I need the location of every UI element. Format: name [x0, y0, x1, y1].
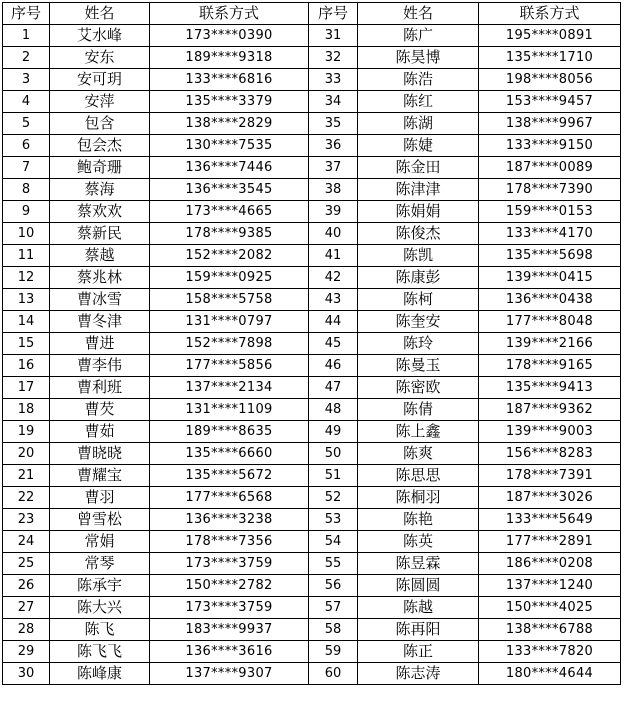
contact-cell-left: 173****3759: [150, 553, 309, 575]
contact-cell-right: 139****9003: [479, 421, 621, 443]
contact-cell-left: 135****6660: [150, 443, 309, 465]
contact-cell-right: 139****0415: [479, 267, 621, 289]
index-cell-left: 16: [3, 355, 50, 377]
index-cell-right: 49: [309, 421, 358, 443]
contact-cell-left: 131****0797: [150, 311, 309, 333]
name-cell-right: 陈婕: [358, 135, 479, 157]
name-cell-right: 陈柯: [358, 289, 479, 311]
contact-cell-left: 150****2782: [150, 575, 309, 597]
name-cell-left: 陈飞: [50, 619, 150, 641]
name-cell-left: 常琴: [50, 553, 150, 575]
contact-cell-right: 177****8048: [479, 311, 621, 333]
contact-cell-left: 137****9307: [150, 663, 309, 685]
contact-cell-left: 136****3238: [150, 509, 309, 531]
table-row: [3, 201, 621, 223]
name-cell-right: 陈越: [358, 597, 479, 619]
table-row: [3, 113, 621, 135]
header-name-left: 姓名: [50, 3, 150, 25]
header-row: [3, 3, 621, 25]
index-cell-right: 50: [309, 443, 358, 465]
index-cell-right: 60: [309, 663, 358, 685]
index-cell-right: 33: [309, 69, 358, 91]
name-cell-left: 蔡新民: [50, 223, 150, 245]
name-cell-left: 包含: [50, 113, 150, 135]
table-row: [3, 91, 621, 113]
contact-cell-right: 153****9457: [479, 91, 621, 113]
table-row: [3, 157, 621, 179]
name-cell-right: 陈金田: [358, 157, 479, 179]
index-cell-left: 19: [3, 421, 50, 443]
table-row: [3, 69, 621, 91]
name-cell-right: 陈玲: [358, 333, 479, 355]
contact-cell-left: 135****5672: [150, 465, 309, 487]
index-cell-right: 52: [309, 487, 358, 509]
table-row: [3, 223, 621, 245]
index-cell-right: 57: [309, 597, 358, 619]
index-cell-left: 30: [3, 663, 50, 685]
name-cell-left: 包会杰: [50, 135, 150, 157]
name-cell-left: 曹芡: [50, 399, 150, 421]
name-cell-right: 陈广: [358, 25, 479, 47]
index-cell-right: 41: [309, 245, 358, 267]
index-cell-right: 56: [309, 575, 358, 597]
table-row: [3, 531, 621, 553]
header-index-left: 序号: [3, 3, 50, 25]
contact-cell-right: 139****2166: [479, 333, 621, 355]
contact-cell-right: 180****4644: [479, 663, 621, 685]
name-cell-left: 安东: [50, 47, 150, 69]
table-row: [3, 135, 621, 157]
table-row: [3, 267, 621, 289]
index-cell-left: 21: [3, 465, 50, 487]
index-cell-left: 4: [3, 91, 50, 113]
index-cell-left: 13: [3, 289, 50, 311]
index-cell-left: 22: [3, 487, 50, 509]
index-cell-right: 40: [309, 223, 358, 245]
name-cell-right: 陈爽: [358, 443, 479, 465]
contact-cell-left: 189****9318: [150, 47, 309, 69]
table-row: [3, 47, 621, 69]
index-cell-right: 32: [309, 47, 358, 69]
index-cell-right: 53: [309, 509, 358, 531]
contact-cell-right: 159****0153: [479, 201, 621, 223]
name-cell-right: 陈昊博: [358, 47, 479, 69]
index-cell-left: 18: [3, 399, 50, 421]
index-cell-left: 17: [3, 377, 50, 399]
name-cell-left: 曹羽: [50, 487, 150, 509]
contact-cell-right: 186****0208: [479, 553, 621, 575]
name-cell-right: 陈红: [358, 91, 479, 113]
header-name-right: 姓名: [358, 3, 479, 25]
name-cell-right: 陈英: [358, 531, 479, 553]
name-cell-left: 蔡越: [50, 245, 150, 267]
contact-cell-left: 173****4665: [150, 201, 309, 223]
table-row: [3, 399, 621, 421]
index-cell-left: 2: [3, 47, 50, 69]
index-cell-left: 9: [3, 201, 50, 223]
name-cell-left: 曹耀宝: [50, 465, 150, 487]
contact-cell-right: 156****8283: [479, 443, 621, 465]
contact-cell-right: 133****5649: [479, 509, 621, 531]
name-cell-right: 陈俊杰: [358, 223, 479, 245]
index-cell-left: 3: [3, 69, 50, 91]
table-row: [3, 641, 621, 663]
index-cell-left: 23: [3, 509, 50, 531]
name-cell-left: 蔡兆林: [50, 267, 150, 289]
index-cell-right: 47: [309, 377, 358, 399]
name-cell-right: 陈津津: [358, 179, 479, 201]
contact-cell-left: 130****7535: [150, 135, 309, 157]
index-cell-right: 51: [309, 465, 358, 487]
name-cell-left: 陈承宇: [50, 575, 150, 597]
contact-cell-left: 183****9937: [150, 619, 309, 641]
index-cell-left: 28: [3, 619, 50, 641]
header-contact-right: 联系方式: [479, 3, 621, 25]
contact-cell-left: 152****2082: [150, 245, 309, 267]
index-cell-left: 7: [3, 157, 50, 179]
name-cell-right: 陈再阳: [358, 619, 479, 641]
index-cell-right: 37: [309, 157, 358, 179]
name-cell-left: 鲍奇珊: [50, 157, 150, 179]
contact-cell-left: 177****6568: [150, 487, 309, 509]
table-row: [3, 597, 621, 619]
name-cell-right: 陈艳: [358, 509, 479, 531]
name-cell-right: 陈密欧: [358, 377, 479, 399]
name-cell-right: 陈娟娟: [358, 201, 479, 223]
contact-cell-left: 131****1109: [150, 399, 309, 421]
index-cell-left: 20: [3, 443, 50, 465]
index-cell-left: 10: [3, 223, 50, 245]
index-cell-right: 44: [309, 311, 358, 333]
contact-cell-right: 177****2891: [479, 531, 621, 553]
contact-cell-right: 133****7820: [479, 641, 621, 663]
index-cell-left: 6: [3, 135, 50, 157]
index-cell-right: 34: [309, 91, 358, 113]
index-cell-left: 29: [3, 641, 50, 663]
index-cell-right: 59: [309, 641, 358, 663]
table-row: [3, 179, 621, 201]
table-row: [3, 619, 621, 641]
contact-cell-left: 136****3616: [150, 641, 309, 663]
contact-cell-right: 138****9967: [479, 113, 621, 135]
index-cell-right: 46: [309, 355, 358, 377]
name-cell-left: 蔡海: [50, 179, 150, 201]
name-cell-left: 安萍: [50, 91, 150, 113]
contact-cell-right: 135****1710: [479, 47, 621, 69]
contact-cell-left: 189****8635: [150, 421, 309, 443]
contact-cell-right: 135****9413: [479, 377, 621, 399]
table-row: [3, 289, 621, 311]
table-row: [3, 553, 621, 575]
index-cell-right: 48: [309, 399, 358, 421]
name-cell-right: 陈昱霖: [358, 553, 479, 575]
contact-cell-left: 173****3759: [150, 597, 309, 619]
contact-roster-table: [2, 2, 621, 685]
name-cell-right: 陈凯: [358, 245, 479, 267]
contact-cell-left: 138****2829: [150, 113, 309, 135]
name-cell-right: 陈康彭: [358, 267, 479, 289]
name-cell-left: 曹茹: [50, 421, 150, 443]
table-row: [3, 311, 621, 333]
table-row: [3, 465, 621, 487]
name-cell-left: 艾水峰: [50, 25, 150, 47]
contact-cell-left: 158****5758: [150, 289, 309, 311]
contact-cell-left: 178****7356: [150, 531, 309, 553]
name-cell-left: 曾雪松: [50, 509, 150, 531]
contact-cell-right: 187****9362: [479, 399, 621, 421]
table-row: [3, 487, 621, 509]
index-cell-right: 35: [309, 113, 358, 135]
index-cell-left: 15: [3, 333, 50, 355]
contact-cell-right: 178****9165: [479, 355, 621, 377]
name-cell-left: 曹冰雪: [50, 289, 150, 311]
name-cell-left: 安可玥: [50, 69, 150, 91]
name-cell-left: 曹李伟: [50, 355, 150, 377]
name-cell-right: 陈浩: [358, 69, 479, 91]
index-cell-left: 5: [3, 113, 50, 135]
index-cell-left: 11: [3, 245, 50, 267]
table-row: [3, 663, 621, 685]
table-row: [3, 443, 621, 465]
contact-cell-right: 133****4170: [479, 223, 621, 245]
name-cell-left: 曹冬津: [50, 311, 150, 333]
name-cell-left: 曹进: [50, 333, 150, 355]
contact-cell-right: 178****7390: [479, 179, 621, 201]
index-cell-left: 25: [3, 553, 50, 575]
contact-cell-right: 150****4025: [479, 597, 621, 619]
header-contact-left: 联系方式: [150, 3, 309, 25]
name-cell-right: 陈上鑫: [358, 421, 479, 443]
name-cell-right: 陈思思: [358, 465, 479, 487]
contact-cell-left: 173****0390: [150, 25, 309, 47]
table-row: [3, 421, 621, 443]
contact-cell-right: 178****7391: [479, 465, 621, 487]
table-row: [3, 245, 621, 267]
name-cell-left: 陈峰康: [50, 663, 150, 685]
table-row: [3, 355, 621, 377]
contact-cell-right: 135****5698: [479, 245, 621, 267]
name-cell-right: 陈圆圆: [358, 575, 479, 597]
index-cell-right: 43: [309, 289, 358, 311]
index-cell-right: 54: [309, 531, 358, 553]
roster-body: [3, 25, 621, 685]
contact-cell-right: 195****0891: [479, 25, 621, 47]
index-cell-left: 14: [3, 311, 50, 333]
table-row: [3, 25, 621, 47]
table-row: [3, 333, 621, 355]
index-cell-left: 26: [3, 575, 50, 597]
index-cell-right: 31: [309, 25, 358, 47]
contact-cell-right: 137****1240: [479, 575, 621, 597]
index-cell-right: 42: [309, 267, 358, 289]
index-cell-right: 58: [309, 619, 358, 641]
contact-cell-right: 136****0438: [479, 289, 621, 311]
name-cell-right: 陈湖: [358, 113, 479, 135]
contact-cell-left: 177****5856: [150, 355, 309, 377]
index-cell-left: 1: [3, 25, 50, 47]
index-cell-right: 55: [309, 553, 358, 575]
contact-cell-left: 159****0925: [150, 267, 309, 289]
name-cell-left: 曹利班: [50, 377, 150, 399]
index-cell-left: 8: [3, 179, 50, 201]
name-cell-right: 陈曼玉: [358, 355, 479, 377]
index-cell-right: 38: [309, 179, 358, 201]
contact-cell-left: 178****9385: [150, 223, 309, 245]
index-cell-right: 45: [309, 333, 358, 355]
name-cell-right: 陈奎安: [358, 311, 479, 333]
name-cell-left: 常娟: [50, 531, 150, 553]
table-row: [3, 575, 621, 597]
contact-cell-left: 133****6816: [150, 69, 309, 91]
index-cell-right: 39: [309, 201, 358, 223]
contact-cell-right: 187****3026: [479, 487, 621, 509]
contact-cell-right: 198****8056: [479, 69, 621, 91]
contact-cell-left: 136****3545: [150, 179, 309, 201]
header-index-right: 序号: [309, 3, 358, 25]
name-cell-right: 陈桐羽: [358, 487, 479, 509]
name-cell-right: 陈倩: [358, 399, 479, 421]
contact-cell-left: 137****2134: [150, 377, 309, 399]
contact-cell-left: 152****7898: [150, 333, 309, 355]
index-cell-left: 24: [3, 531, 50, 553]
name-cell-right: 陈正: [358, 641, 479, 663]
contact-cell-right: 133****9150: [479, 135, 621, 157]
table-row: [3, 377, 621, 399]
contact-cell-right: 187****0089: [479, 157, 621, 179]
index-cell-right: 36: [309, 135, 358, 157]
contact-cell-left: 135****3379: [150, 91, 309, 113]
table-row: [3, 509, 621, 531]
name-cell-left: 蔡欢欢: [50, 201, 150, 223]
contact-cell-left: 136****7446: [150, 157, 309, 179]
index-cell-left: 12: [3, 267, 50, 289]
name-cell-left: 陈大兴: [50, 597, 150, 619]
name-cell-right: 陈志涛: [358, 663, 479, 685]
index-cell-left: 27: [3, 597, 50, 619]
name-cell-left: 曹晓晓: [50, 443, 150, 465]
name-cell-left: 陈飞飞: [50, 641, 150, 663]
contact-cell-right: 138****6788: [479, 619, 621, 641]
